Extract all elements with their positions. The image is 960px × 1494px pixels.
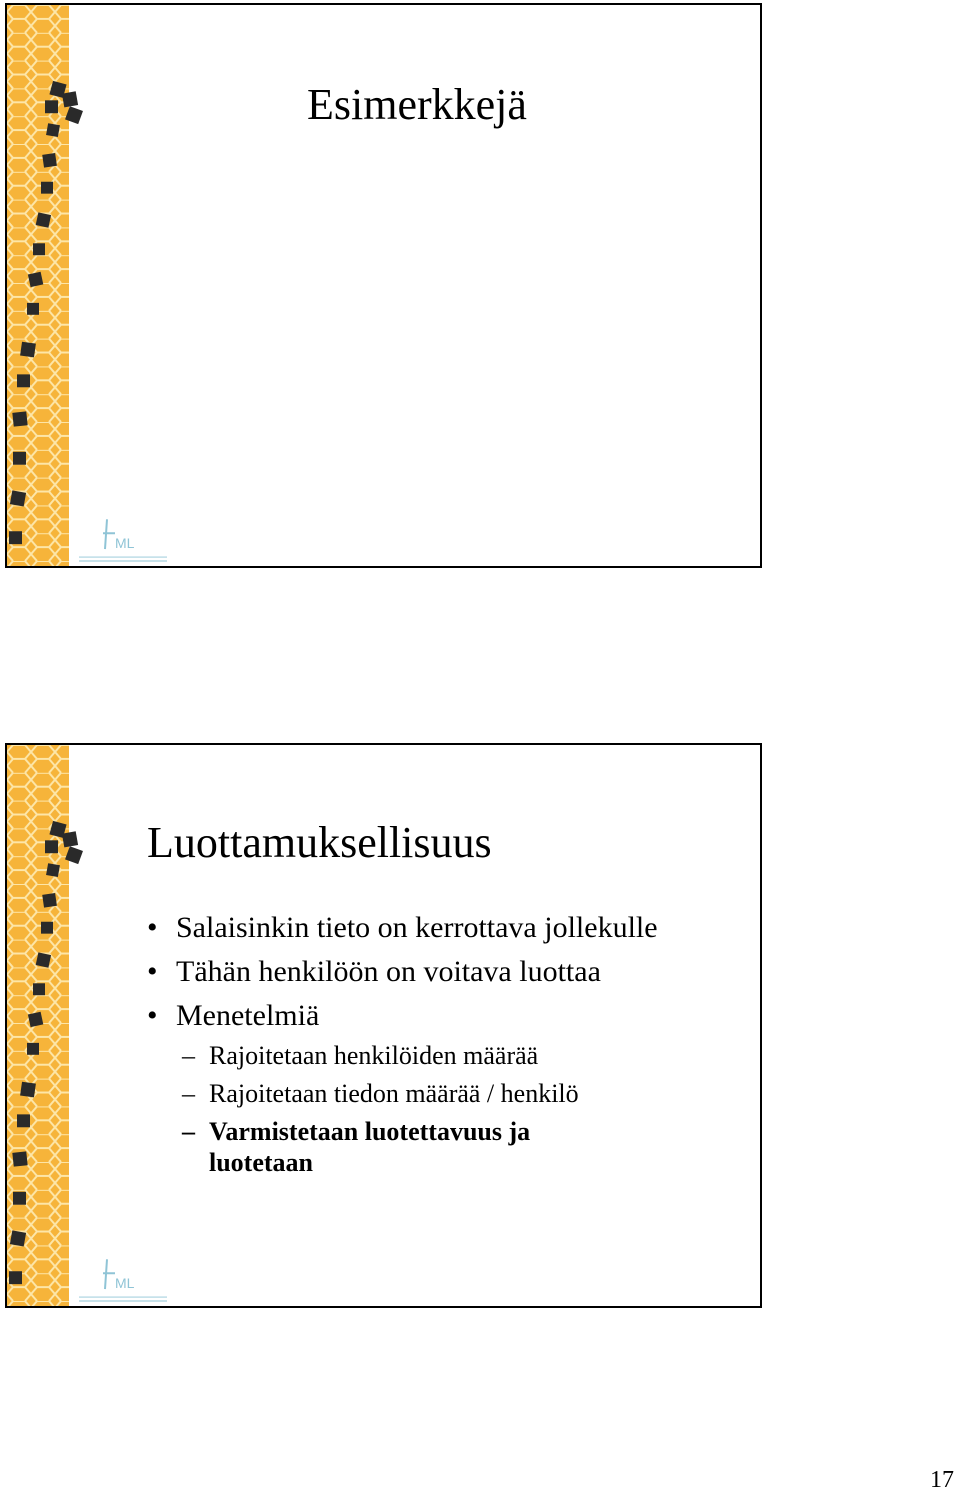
sub-bullet-text: Varmistetaan luotettavuus ja luotetaan	[209, 1117, 531, 1177]
slide-title: Luottamuksellisuus	[147, 818, 492, 867]
page-number: 17	[930, 1467, 954, 1493]
sub-bullet-item	[147, 1078, 707, 1109]
slide-title: Esimerkkejä	[307, 80, 527, 129]
bullet-item	[147, 954, 707, 990]
bullet-item	[147, 910, 707, 946]
sub-bullet-marker: –	[182, 1079, 195, 1108]
svg-text:ML: ML	[115, 1275, 135, 1292]
bullet-text: Menetelmiä	[176, 999, 320, 1032]
honeycomb-dice-decoration	[7, 5, 177, 566]
fml-logo-icon	[79, 1259, 167, 1301]
bullet-text: Tähän henkilöön on voitava luottaa	[176, 955, 601, 988]
bullet-list	[147, 910, 707, 1185]
bullet-item	[147, 998, 707, 1034]
bullet-marker: •	[147, 911, 158, 944]
bullet-marker: •	[147, 955, 158, 988]
fml-logo-icon	[79, 519, 167, 561]
sub-bullet-marker: –	[182, 1117, 195, 1146]
svg-text:ML: ML	[115, 535, 135, 552]
sub-bullet-item	[147, 1040, 707, 1071]
sub-bullet-text: Rajoitetaan henkilöiden määrää	[209, 1041, 539, 1070]
sub-bullet-marker: –	[182, 1041, 195, 1070]
slide-esimerkkeja	[5, 3, 762, 568]
sub-bullet-item	[147, 1116, 629, 1178]
sub-bullet-text: Rajoitetaan tiedon määrää / henkilö	[209, 1079, 579, 1108]
slide-luottamuksellisuus	[5, 743, 762, 1308]
bullet-marker: •	[147, 999, 158, 1032]
bullet-text: Salaisinkin tieto on kerrottava jollekulle	[176, 911, 658, 944]
